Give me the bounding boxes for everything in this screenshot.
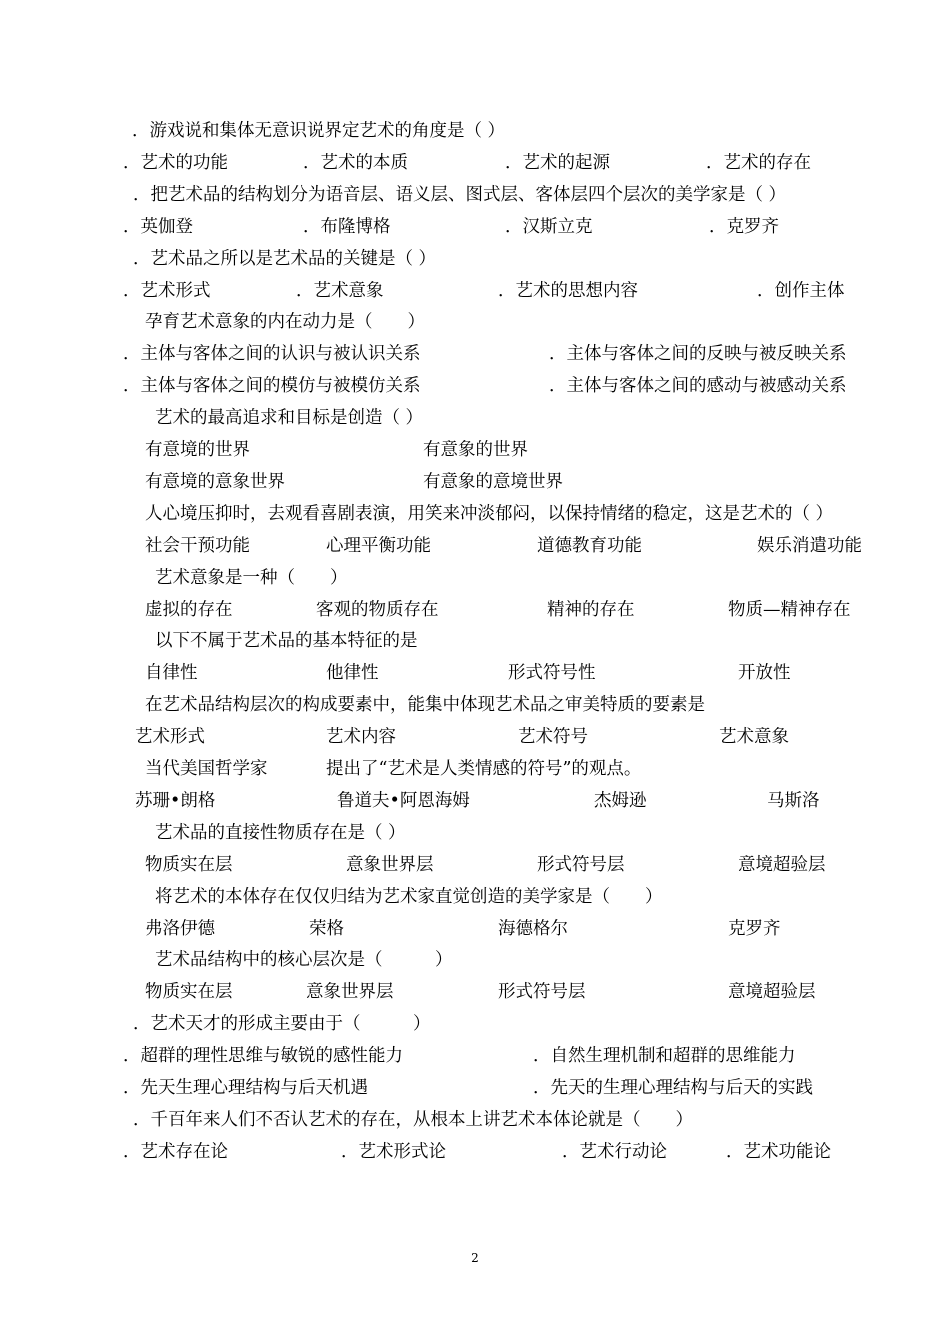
question-line: [0, 625, 950, 657]
question-line: [0, 434, 950, 466]
question-text: 以下不属于艺术品的基本特征的是: [155, 631, 418, 652]
option-text: 有意境的世界: [145, 440, 250, 460]
option-text: 社会干预功能: [145, 535, 250, 556]
question-line: [0, 944, 950, 976]
question-line: [0, 689, 950, 721]
question-line: [0, 498, 950, 530]
option-text: 艺术意象: [719, 727, 789, 748]
option-text: 意象世界层: [346, 854, 434, 875]
option-text: 苏珊•朗格: [135, 790, 216, 811]
question-line: [0, 530, 950, 562]
option-text: ．艺术形式论: [341, 1141, 446, 1162]
option-text: ．艺术意象: [296, 280, 384, 301]
question-text: ．游戏说和集体无意识说界定艺术的角度是（ ）: [132, 121, 506, 141]
question-line: [0, 466, 950, 498]
option-text: 形式符号层: [498, 982, 586, 1003]
option-text: 开放性: [738, 663, 791, 684]
option-text: ．克罗齐: [709, 216, 779, 237]
question-line: [0, 1072, 950, 1104]
option-text: ．艺术的本质: [303, 152, 408, 173]
question-line: [0, 785, 950, 817]
question-line: [0, 976, 950, 1008]
question-text: 艺术品的直接性物质存在是（ ）: [155, 822, 406, 843]
option-text: ．艺术的思想内容: [498, 280, 638, 301]
option-text: ．主体与客体之间的反映与被反映关系: [549, 344, 847, 365]
question-line: [0, 1008, 950, 1040]
option-text: 荣格: [309, 918, 344, 939]
question-text: 在艺术品结构层次的构成要素中，能集中体现艺术品之审美特质的要素是: [145, 695, 705, 716]
question-line: [0, 115, 950, 147]
question-text: 孕育艺术意象的内在动力是（ ）: [145, 312, 425, 333]
question-text: 艺术意象是一种（ ）: [155, 567, 348, 588]
option-text: 他律性: [326, 663, 379, 684]
question-line: [0, 402, 950, 434]
question-line: [0, 881, 950, 913]
option-text: ．艺术功能论: [726, 1141, 831, 1162]
option-text: 虚拟的存在: [145, 599, 233, 620]
question-line: [0, 338, 950, 370]
question-line: [0, 275, 950, 307]
question-line: [0, 721, 950, 753]
option-text: 物质实在层: [145, 982, 233, 1003]
option-text: 客观的物质存在: [316, 599, 439, 620]
option-text: 有意象的意境世界: [423, 471, 563, 492]
option-text: ．先天生理心理结构与后天机遇: [123, 1078, 368, 1098]
option-text: 马斯洛: [767, 790, 820, 811]
option-text: 形式符号性: [508, 663, 596, 684]
option-text: ．主体与客体之间的认识与被认识关系: [123, 344, 421, 365]
option-text: ．布隆博格: [303, 216, 391, 237]
question-text: ．把艺术品的结构划分为语音层、语义层、图式层、客体层四个层次的美学家是（ ）: [133, 184, 787, 205]
option-text: 形式符号层: [537, 854, 625, 875]
option-text: 心理平衡功能: [326, 535, 431, 556]
option-text: 弗洛伊德: [145, 918, 215, 939]
option-text: ．艺术存在论: [123, 1141, 228, 1162]
question-line: [0, 817, 950, 849]
option-text: 物质实在层: [145, 854, 233, 875]
page-number: 2: [471, 1251, 479, 1265]
option-text: 鲁道夫•阿恩海姆: [337, 790, 470, 811]
option-text: 艺术符号: [518, 727, 588, 748]
option-text: ．艺术的起源: [505, 152, 610, 173]
question-line: [0, 1104, 950, 1136]
option-text: 艺术形式: [135, 727, 205, 748]
option-text: 杰姆逊: [594, 790, 647, 811]
question-text: 艺术品结构中的核心层次是（ ）: [155, 950, 453, 971]
option-text: 意象世界层: [306, 982, 394, 1003]
option-text: 艺术内容: [326, 727, 396, 748]
option-text: ．自然生理机制和超群的思维能力: [533, 1046, 796, 1067]
option-text: 当代美国哲学家: [145, 759, 268, 779]
question-line: [0, 306, 950, 338]
option-text: 道德教育功能: [537, 535, 642, 556]
question-line: [0, 562, 950, 594]
question-text: ．千百年来人们不否认艺术的存在，从根本上讲艺术本体论就是（ ）: [133, 1109, 693, 1130]
question-text: 人心境压抑时，去观看喜剧表演，用笑来冲淡郁闷，以保持情绪的稳定，这是艺术的（ ）: [145, 503, 834, 524]
option-text: 克罗齐: [728, 918, 781, 939]
question-line: [0, 211, 950, 243]
option-text: 有意象的世界: [423, 440, 528, 460]
option-text: 精神的存在: [547, 599, 635, 620]
option-text: 意境超验层: [738, 854, 826, 875]
question-line: [0, 753, 950, 785]
question-line: [0, 594, 950, 626]
option-text: ．艺术形式: [123, 280, 211, 301]
option-text: 有意境的意象世界: [145, 471, 285, 492]
option-text: ．英伽登: [123, 216, 193, 237]
question-text: ．艺术品之所以是艺术品的关键是（ ）: [133, 248, 437, 269]
question-line: [0, 913, 950, 945]
question-line: [0, 849, 950, 881]
option-text: 娱乐消遣功能: [757, 535, 862, 556]
question-line: [0, 657, 950, 689]
option-text: ．艺术的存在: [706, 152, 811, 173]
question-line: [0, 1136, 950, 1168]
option-text: ．艺术行动论: [562, 1141, 667, 1162]
option-text: ．艺术的功能: [123, 152, 228, 173]
question-line: [0, 243, 950, 275]
option-text: ．主体与客体之间的感动与被感动关系: [549, 376, 847, 397]
option-text: ．先天的生理心理结构与后天的实践: [533, 1078, 813, 1098]
option-text: 海德格尔: [498, 918, 568, 939]
option-text: 物质—精神存在: [728, 599, 851, 620]
option-text: 提出了“艺术是人类情感的符号”的观点。: [326, 759, 642, 779]
question-line: [0, 1040, 950, 1072]
question-text: 艺术的最高追求和目标是创造（ ）: [155, 408, 424, 429]
option-text: ．超群的理性思维与敏锐的感性能力: [123, 1046, 403, 1067]
question-text: ．艺术天才的形成主要由于（ ）: [133, 1014, 431, 1035]
option-text: 自律性: [145, 663, 198, 684]
question-line: [0, 370, 950, 402]
option-text: 意境超验层: [728, 982, 816, 1003]
option-text: ．主体与客体之间的模仿与被模仿关系: [123, 376, 421, 397]
option-text: ．创作主体: [757, 280, 845, 301]
question-line: [0, 179, 950, 211]
question-text: 将艺术的本体存在仅仅归结为艺术家直觉创造的美学家是（ ）: [155, 886, 663, 907]
question-line: [0, 147, 950, 179]
option-text: ．汉斯立克: [505, 216, 593, 237]
